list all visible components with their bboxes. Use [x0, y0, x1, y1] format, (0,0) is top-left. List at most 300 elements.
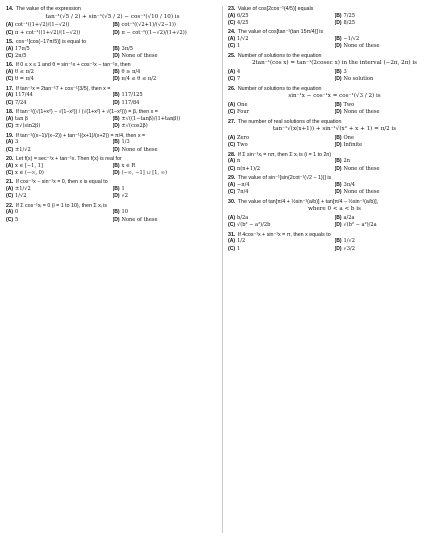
option-label: (D) — [112, 216, 120, 223]
answer-option-d — [113, 217, 220, 224]
option-label: (C) — [6, 216, 14, 223]
answer-option-c — [6, 217, 113, 224]
question-30 — [228, 199, 441, 230]
option-text: √2 — [121, 193, 128, 200]
option-label: (A) — [6, 69, 14, 75]
answer-option-c — [228, 166, 335, 173]
option-text: n — [237, 158, 241, 165]
answer-option-c — [6, 147, 113, 154]
option-text: One — [237, 102, 248, 108]
option-label: (B) — [334, 36, 342, 42]
question-number: 23. — [228, 6, 236, 12]
option-label: (B) — [112, 209, 120, 216]
question-stem — [228, 53, 441, 60]
option-label: (A) — [6, 139, 14, 146]
option-text: −1/√2 — [343, 36, 360, 42]
option-text: π/4 ≤ θ ≤ π/2 — [121, 76, 157, 83]
option-text: 1/√2 — [15, 193, 27, 200]
option-text: None of these — [121, 53, 158, 59]
answer-option-c — [6, 76, 113, 83]
question-stem — [228, 199, 441, 206]
question-stem — [6, 179, 219, 186]
question-text: Value of cos[2cos⁻¹(4/5)] equals — [237, 6, 314, 12]
option-label: (B) — [112, 69, 120, 75]
answer-option-a — [228, 13, 335, 20]
answer-option-d — [113, 30, 220, 37]
option-text: x ∈ [−1, 1] — [15, 162, 43, 169]
option-label: (C) — [6, 193, 14, 200]
option-label: (D) — [334, 109, 342, 116]
option-label: (C) — [228, 109, 236, 116]
answer-option-b — [335, 182, 442, 189]
option-text: 10 — [121, 209, 128, 216]
question-number: 30. — [228, 198, 236, 205]
option-text: ±√((1−tanβ)/(1+tanβ)) — [121, 115, 181, 122]
option-label: (B) — [112, 22, 120, 29]
answer-option-c — [228, 189, 335, 196]
question-text: If cos⁻¹x − sin⁻¹x = 0, then x is equal to — [15, 179, 108, 186]
answer-option-a — [6, 209, 113, 216]
question-text: cos⁻¹[cos(−17π/5)] is equal to — [15, 39, 87, 45]
answer-option-a — [228, 36, 335, 43]
option-text: 6/25 — [237, 12, 249, 19]
option-text: 5 — [15, 216, 19, 223]
option-label: (A) — [6, 162, 14, 169]
question-text: If Σ cos⁻¹xᵢ = 0 (i = 1 to 10), then Σ xᵢ is — [15, 202, 107, 209]
question-number: 15. — [6, 39, 14, 45]
answer-option-b — [335, 36, 442, 43]
answer-options — [6, 186, 219, 201]
answer-options — [6, 163, 219, 178]
answer-option-d — [113, 100, 220, 107]
question-number: 22. — [6, 202, 14, 209]
option-label: (C) — [6, 146, 14, 153]
question-17 — [6, 86, 219, 107]
option-text: θ = π/4 — [15, 76, 34, 83]
answer-option-c — [228, 246, 335, 253]
question-stem — [228, 152, 441, 159]
option-label: (A) — [6, 115, 14, 122]
option-text: 1 — [121, 186, 125, 193]
question-text: Number of solutions to the equation — [237, 85, 322, 92]
option-label: (B) — [334, 214, 342, 221]
option-text: 1/2 — [237, 238, 246, 245]
answer-option-a — [6, 92, 113, 99]
question-21 — [6, 179, 219, 200]
option-text: 7/24 — [15, 99, 27, 106]
option-label: (C) — [228, 222, 236, 229]
option-label: (C) — [228, 20, 236, 26]
question-26 — [228, 86, 441, 117]
option-text: 8/25 — [343, 20, 355, 26]
option-text: x ∈ (−∞, 0) — [15, 170, 44, 177]
answer-option-b — [113, 69, 220, 76]
question-28 — [228, 152, 441, 173]
option-label: (C) — [6, 76, 14, 83]
option-text: 7/25 — [343, 12, 355, 19]
option-label: (C) — [228, 142, 236, 149]
option-label: (A) — [6, 92, 14, 99]
option-text: x ∈ R — [121, 162, 136, 169]
question-stem — [6, 203, 219, 210]
question-number: 24. — [228, 29, 236, 36]
answer-option-b — [113, 22, 220, 29]
question-31 — [228, 232, 441, 253]
option-label: (A) — [228, 181, 236, 188]
option-text: None of these — [343, 165, 380, 172]
option-text: −π/4 — [237, 181, 250, 188]
question-14 — [6, 6, 219, 37]
option-label: (A) — [228, 12, 236, 19]
option-label: (C) — [228, 76, 236, 83]
question-text: Number of solutions to the equation — [237, 52, 322, 59]
answer-option-b — [335, 102, 442, 109]
answer-option-c — [6, 170, 113, 177]
option-label: (D) — [334, 245, 342, 252]
question-number: 16. — [6, 62, 14, 69]
answer-option-b — [113, 116, 220, 123]
option-text: π − cot⁻¹((1−√2)/(1+√2)) — [121, 29, 187, 36]
answer-options — [6, 69, 219, 84]
option-label: (A) — [6, 186, 14, 193]
option-text: √3/2 — [343, 245, 355, 252]
answer-options — [228, 69, 441, 84]
option-text: 3π/5 — [121, 45, 134, 52]
answer-options — [6, 209, 219, 224]
option-label: (A) — [6, 22, 14, 29]
answer-option-d — [113, 147, 220, 154]
answer-options — [228, 36, 441, 51]
answer-option-c — [6, 193, 113, 200]
answer-option-b — [335, 158, 442, 165]
option-label: (B) — [334, 238, 342, 245]
option-text: 1/√2 — [343, 238, 355, 245]
question-number: 18. — [6, 109, 14, 116]
option-text: None of these — [121, 216, 158, 223]
answer-option-b — [335, 135, 442, 142]
question-19 — [6, 133, 219, 154]
answer-option-b — [113, 139, 220, 146]
option-label: (D) — [334, 142, 342, 149]
question-stem — [6, 39, 219, 46]
question-23 — [228, 6, 441, 27]
option-text: (−∞, −1] ∪ [1, ∞) — [121, 170, 167, 177]
option-text: b/2a — [237, 214, 249, 221]
option-label: (C) — [6, 123, 14, 130]
question-number: 17. — [6, 85, 14, 92]
answer-options — [228, 102, 441, 117]
option-label: (D) — [334, 189, 342, 196]
answer-option-a — [228, 158, 335, 165]
option-text: 2π/5 — [15, 53, 27, 59]
option-label: (D) — [112, 193, 120, 200]
option-label: (A) — [228, 69, 236, 75]
question-expression: 2tan⁻¹(cos x) = tan⁻¹(2cosec x) in the interval (−2π, 2π) is — [252, 60, 417, 67]
question-expression: tan⁻¹√(x(x+1)) + sin⁻¹√(x² + x + 1) = π/2 is — [272, 126, 397, 133]
option-label: (A) — [228, 238, 236, 245]
answer-option-d — [113, 123, 220, 130]
question-stem — [228, 232, 441, 239]
option-text: 7π/4 — [237, 189, 249, 196]
option-text: 1 — [237, 43, 241, 50]
answer-option-d — [335, 246, 442, 253]
option-label: (D) — [334, 222, 342, 229]
option-label: (A) — [228, 214, 236, 221]
option-label: (A) — [228, 102, 236, 108]
answer-option-a — [6, 22, 113, 29]
option-text: Two — [237, 142, 248, 149]
answer-option-b — [335, 215, 442, 222]
question-number: 20. — [6, 156, 14, 163]
answer-option-c — [6, 30, 113, 37]
question-expression: tan⁻¹(√5 / 2) + sin⁻¹(√5 / 2) − cos⁻¹(√10 / 10) is — [45, 13, 180, 20]
option-text: 1 — [237, 245, 241, 252]
answer-option-c — [6, 53, 113, 60]
question-expression: where 0 < a < b is — [308, 206, 361, 213]
option-text: √(b² − a²)/2a — [343, 222, 377, 229]
question-20 — [6, 156, 219, 177]
option-text: Four — [237, 109, 250, 116]
answer-options — [6, 22, 219, 37]
question-stem — [6, 109, 219, 116]
answer-option-a — [6, 139, 113, 146]
option-text: 3 — [15, 139, 19, 146]
option-text: None of these — [343, 189, 380, 196]
option-label: (A) — [6, 209, 14, 216]
option-text: 4 — [237, 69, 241, 75]
question-text: The value of the expression — [15, 6, 81, 12]
answer-option-a — [6, 116, 113, 123]
option-label: (B) — [334, 135, 342, 141]
option-label: (D) — [112, 99, 120, 106]
answer-options — [6, 92, 219, 107]
answer-options — [6, 46, 219, 61]
question-expression: sin⁻¹x − cos⁻¹x = cos⁻¹(√3 / 2) is — [288, 93, 381, 100]
answer-option-d — [335, 189, 442, 196]
option-label: (C) — [6, 99, 14, 106]
question-number: 25. — [228, 52, 236, 59]
question-number: 26. — [228, 85, 236, 92]
question-text: If tan⁻¹((x−1)/(x−2)) + tan⁻¹((x+1)/(x+2)) = π/4, then x = — [15, 132, 146, 139]
option-label: (B) — [334, 181, 342, 188]
question-16 — [6, 62, 219, 83]
answer-option-a — [228, 135, 335, 142]
option-text: 117/125 — [121, 92, 143, 99]
question-15 — [6, 39, 219, 60]
question-text: If 0 ≤ x ≤ 1 and θ = sin⁻¹x + cos⁻¹x − tan⁻¹x, then — [15, 62, 131, 69]
answer-option-b — [113, 186, 220, 193]
left-column — [6, 6, 219, 226]
question-stem — [228, 6, 441, 13]
option-text: Zero — [237, 135, 250, 141]
right-column — [228, 6, 441, 255]
option-label: (D) — [112, 123, 120, 130]
answer-option-a — [6, 69, 113, 76]
answer-options — [228, 238, 441, 253]
question-number: 14. — [6, 6, 14, 12]
answer-options — [6, 116, 219, 131]
option-text: cot⁻¹((1+√2)/(1−√2)) — [15, 22, 70, 29]
option-label: (C) — [6, 170, 14, 177]
answer-option-a — [228, 215, 335, 222]
option-text: 3 — [343, 69, 347, 75]
answer-option-d — [335, 109, 442, 116]
question-number: 19. — [6, 132, 14, 139]
option-label: (D) — [334, 20, 342, 26]
option-label: (A) — [228, 135, 236, 141]
question-text: The value of sin⁻¹[sin(2cot⁻¹(√2 − 1))] is — [237, 175, 332, 182]
option-text: a/2a — [343, 214, 355, 221]
option-label: (A) — [228, 158, 236, 165]
option-label: (B) — [334, 12, 342, 19]
answer-option-c — [228, 109, 335, 116]
answer-options — [6, 139, 219, 154]
answer-option-d — [335, 166, 442, 173]
question-stem — [228, 175, 441, 182]
answer-option-c — [228, 43, 335, 50]
option-label: (C) — [6, 53, 14, 59]
option-text: π + cot⁻¹((1+√2)/(1−√2)) — [15, 29, 81, 36]
option-text: ±1/√2 — [15, 186, 31, 193]
question-text: If tan⁻¹x = 2tan⁻¹7 + cos⁻¹(3/5), then x = — [15, 85, 111, 92]
option-label: (D) — [112, 170, 120, 177]
question-number: 29. — [228, 175, 236, 182]
answer-option-d — [113, 76, 220, 83]
option-label: (C) — [6, 29, 14, 36]
option-label: (B) — [112, 45, 120, 52]
option-text: θ ≤ π/2 — [15, 69, 34, 75]
option-label: (B) — [112, 115, 120, 122]
option-text: n(n+1)/2 — [237, 165, 261, 172]
option-text: No solution — [343, 76, 374, 83]
column-divider — [222, 6, 223, 533]
answer-options — [228, 215, 441, 230]
answer-option-d — [113, 53, 220, 60]
option-label: (A) — [6, 45, 14, 52]
option-label: (B) — [112, 162, 120, 169]
option-label: (D) — [112, 76, 120, 83]
option-label: (D) — [334, 76, 342, 83]
answer-option-d — [335, 20, 442, 27]
option-text: ±√(cos2β) — [121, 123, 148, 130]
answer-option-a — [6, 46, 113, 53]
answer-option-c — [6, 100, 113, 107]
option-text: 4/25 — [237, 20, 249, 26]
answer-option-a — [228, 182, 335, 189]
option-text: √(b² − a²)/2b — [237, 222, 271, 229]
answer-option-c — [228, 20, 335, 27]
answer-option-c — [228, 142, 335, 149]
question-stem — [6, 156, 219, 163]
answer-option-c — [228, 76, 335, 83]
option-text: None of these — [121, 146, 158, 153]
question-text: Let f(x) = sec⁻¹x + tan⁻¹x. Then f(x) is real for — [15, 156, 122, 163]
question-stem — [228, 86, 441, 93]
option-label: (B) — [334, 102, 342, 108]
answer-option-b — [335, 238, 442, 245]
option-label: (B) — [112, 92, 120, 99]
question-stem — [6, 86, 219, 93]
option-text: cot⁻¹((√2+1)/(√2−1)) — [121, 22, 176, 29]
answer-option-d — [335, 43, 442, 50]
option-label: (D) — [112, 29, 120, 36]
question-number: 27. — [228, 118, 236, 125]
option-label: (C) — [228, 165, 236, 172]
answer-option-a — [228, 238, 335, 245]
option-label: (C) — [228, 43, 236, 50]
answer-option-a — [6, 163, 113, 170]
answer-option-b — [113, 209, 220, 216]
answer-options — [228, 182, 441, 197]
question-text: If 4cos⁻¹x + sin⁻¹x = π, then x equals to — [237, 231, 331, 238]
question-stem — [228, 119, 441, 126]
answer-option-c — [6, 123, 113, 130]
option-text: 3π/4 — [343, 181, 356, 188]
answer-option-b — [335, 13, 442, 20]
option-label: (B) — [334, 158, 342, 165]
option-label: (C) — [228, 245, 236, 252]
question-25 — [228, 53, 441, 84]
option-label: (B) — [112, 186, 120, 193]
answer-option-d — [113, 193, 220, 200]
question-text: The value of cos[tan⁻¹(tan 15π/4)] is — [237, 29, 324, 36]
option-label: (D) — [112, 53, 120, 59]
answer-option-b — [335, 69, 442, 76]
option-text: None of these — [343, 43, 380, 50]
question-18 — [6, 109, 219, 130]
answer-option-c — [228, 222, 335, 229]
option-label: (C) — [228, 189, 236, 196]
answer-option-a — [228, 69, 335, 76]
question-number: 28. — [228, 151, 236, 158]
option-text: 17π/5 — [15, 45, 30, 52]
answer-options — [228, 135, 441, 150]
option-text: θ ≥ π/4 — [121, 69, 141, 75]
question-stem — [6, 133, 219, 140]
option-text: One — [343, 135, 354, 141]
option-label: (D) — [112, 146, 120, 153]
question-22 — [6, 203, 219, 224]
answer-option-d — [335, 142, 442, 149]
question-24 — [228, 29, 441, 50]
option-text: 7 — [237, 76, 241, 83]
answer-option-b — [113, 92, 220, 99]
option-text: None of these — [343, 109, 380, 116]
question-text: The value of tan[π/4 + ½sin⁻¹(a/b)] + tan[π/4 − ½sin⁻¹(a/b)], — [237, 198, 379, 205]
answer-option-b — [113, 46, 220, 53]
option-label: (A) — [228, 36, 236, 42]
question-29 — [228, 175, 441, 196]
answer-option-a — [6, 186, 113, 193]
answer-option-b — [113, 163, 220, 170]
option-label: (B) — [112, 139, 120, 146]
question-stem — [228, 29, 441, 36]
option-text: tan β — [15, 115, 28, 122]
question-stem — [6, 62, 219, 69]
question-number: 31. — [228, 231, 236, 238]
answer-options — [228, 13, 441, 28]
answer-option-d — [113, 170, 220, 177]
answer-option-d — [335, 222, 442, 229]
option-label: (D) — [334, 165, 342, 172]
option-text: 1/3 — [121, 139, 130, 146]
option-label: (B) — [334, 69, 342, 75]
option-text: Infinite — [343, 142, 363, 149]
option-text: ±√(sin2β) — [15, 123, 41, 130]
option-text: 2n — [343, 158, 351, 165]
question-number: 21. — [6, 179, 14, 186]
answer-option-a — [228, 102, 335, 109]
